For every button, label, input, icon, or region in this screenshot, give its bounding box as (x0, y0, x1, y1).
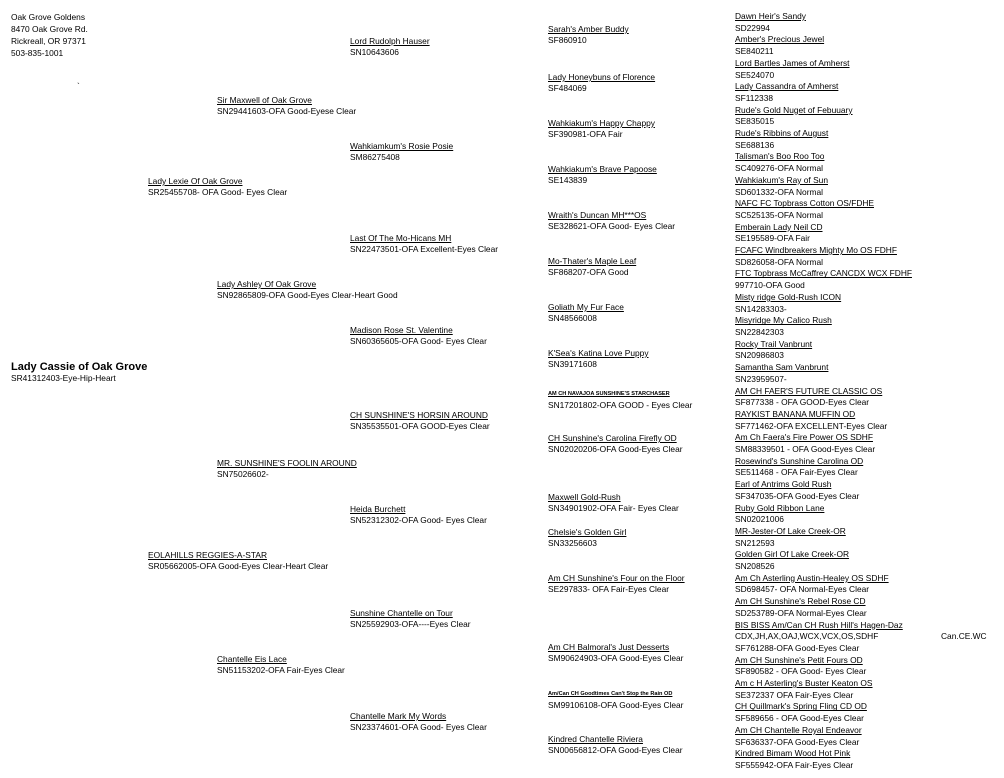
pedigree-name[interactable]: RAYKIST BANANA MUFFIN OD (735, 408, 856, 419)
grandparent (217, 95, 356, 117)
pedigree-registration: SN212593 (735, 537, 775, 548)
pedigree-registration: SF868207-OFA Good (548, 267, 629, 277)
pedigree-registration: SN208526 (735, 561, 775, 572)
grandparent (217, 654, 345, 676)
gen4-ancestor (548, 164, 657, 186)
pedigree-registration: SD22994 (735, 22, 770, 33)
pedigree-registration: SN51153202-OFA Fair-Eyes Clear (217, 665, 345, 675)
pedigree-registration: SF771462-OFA EXCELLENT-Eyes Clear (735, 420, 888, 431)
pedigree-name[interactable]: Lady Ashley Of Oak Grove (217, 279, 317, 289)
pedigree-name[interactable]: Am Ch Asterling Austin-Healey OS SDHF (735, 572, 889, 583)
pedigree-registration: SN52312302-OFA Good- Eyes Clear (350, 515, 487, 525)
pedigree-registration: SN25592903-OFA----Eyes Clear (350, 619, 471, 629)
pedigree-name[interactable]: Kindred Bimam Wood Hot Pink (735, 748, 851, 759)
pedigree-registration: SD253789-OFA Normal-Eyes Clear (735, 607, 867, 618)
pedigree-name[interactable]: Am/Can CH Goodtimes Can't Stop the Rain OD (548, 691, 673, 697)
gen4-ancestor (548, 348, 649, 370)
pedigree-registration: SC525135-OFA Normal (735, 209, 823, 220)
subject-dog (11, 362, 147, 384)
pedigree-registration: SN75026602- (217, 469, 269, 479)
great-grandparent (350, 504, 487, 526)
pedigree-registration: SN22473501-OFA Excellent-Eyes Clear (350, 244, 499, 254)
gen4-ancestor (548, 433, 683, 455)
pedigree-registration: SN23959507- (735, 373, 787, 384)
pedigree-name[interactable]: Talisman's Boo Roo Too (735, 151, 825, 162)
pedigree-name[interactable]: MR. SUNSHINE'S FOOLIN AROUND (217, 458, 357, 468)
pedigree-registration: SN14283303- (735, 303, 787, 314)
pedigree-name[interactable]: Am CH Sunshine's Four on the Floor (548, 573, 685, 583)
pedigree-name[interactable]: Amber's Precious Jewel (735, 34, 825, 45)
pedigree-name[interactable]: Chelsie's Golden Girl (548, 527, 627, 537)
pedigree-name[interactable]: Kindred Chantelle Riviera (548, 734, 643, 744)
gen4-ancestor (548, 573, 685, 595)
pedigree-registration: SF589656 - OFA Good-Eyes Clear (735, 713, 864, 724)
pedigree-registration: SN60365605-OFA Good- Eyes Clear (350, 336, 487, 346)
grandparent (217, 279, 398, 301)
great-grandparent (350, 36, 430, 58)
pedigree-registration: SE524070 (735, 69, 775, 80)
pedigree-registration: SN29441603-OFA Good-Eyese Clear (217, 106, 357, 116)
title-suffix: Can.CE.WC (941, 631, 987, 641)
pedigree-name[interactable]: Golden Girl Of Lake Creek-OR (735, 549, 850, 560)
pedigree-name[interactable]: Dawn Heir's Sandy (735, 11, 806, 21)
pedigree-registration: SE372337 OFA Fair-Eyes Clear (735, 689, 854, 700)
subject-dog-name: Lady Cassie of Oak Grove (11, 361, 148, 373)
pedigree-name[interactable]: Rosewind's Sunshine Carolina OD (735, 455, 864, 466)
pedigree-name[interactable]: Rude's Gold Nuget of Febuuary (735, 104, 853, 115)
gen4-ancestor (548, 118, 655, 140)
great-grandparent (350, 233, 498, 255)
pedigree-name[interactable]: EOLAHILLS REGGIES-A-STAR (148, 550, 267, 560)
parent-dam (148, 176, 287, 198)
gen4-ancestor (548, 734, 683, 756)
pedigree-registration: SE328621-OFA Good- Eyes Clear (548, 221, 676, 231)
pedigree-name[interactable]: MR-Jester-Of Lake Creek-OR (735, 525, 846, 536)
pedigree-name[interactable]: Maxwell Gold-Rush (548, 492, 621, 502)
pedigree-registration: SF390981-OFA Fair (548, 129, 623, 139)
gen4-ancestor (548, 389, 692, 411)
pedigree-registration: SM99106108-OFA Good-Eyes Clear (548, 700, 684, 710)
gen4-ancestor (548, 210, 675, 232)
pedigree-registration: SF860910 (548, 35, 587, 45)
pedigree-name[interactable]: NAFC FC Topbrass Cotton OS/FDHE (735, 198, 874, 209)
pedigree-name[interactable]: Am CH Sunshine's Petit Fours OD (735, 654, 863, 665)
pedigree-registration: CDX,JH,AX,OAJ,WCX,VCX,OS,SDHF (735, 631, 879, 642)
gen4-ancestor (548, 24, 629, 46)
pedigree-name[interactable]: Sir Maxwell of Oak Grove (217, 95, 312, 105)
pedigree-name[interactable]: Emberain Lady Neil CD (735, 221, 823, 232)
pedigree-name[interactable]: Chantelle Eis Lace (217, 654, 287, 664)
kennel-info (11, 11, 88, 59)
gen4-ancestor (548, 256, 636, 278)
pedigree-registration: SE688136 (735, 139, 775, 150)
pedigree-registration: SE511468 - OFA Fair-Eyes Clear (735, 467, 858, 478)
pedigree-name[interactable]: Wahkiakum's Brave Papoose (548, 164, 657, 174)
pedigree-name[interactable]: Lord Rudolph Hauser (350, 36, 430, 46)
pedigree-registration: SN35535501-OFA GOOD-Eyes Clear (350, 421, 490, 431)
kennel-address: 8470 Oak Grove Rd. (11, 24, 88, 34)
great-grandparent (350, 410, 490, 432)
gen4-ancestor (548, 689, 683, 711)
pedigree-name[interactable]: Samantha Sam Vanbrunt (735, 362, 829, 373)
pedigree-name[interactable]: Madison Rose St. Valentine (350, 325, 453, 335)
pedigree-registration: SD698457- OFA Normal-Eyes Clear (735, 584, 870, 595)
pedigree-registration: SR25455708- OFA Good- Eyes Clear (148, 187, 288, 197)
pedigree-name[interactable]: Ruby Gold Ribbon Lane (735, 502, 825, 513)
pedigree-registration: SF636337-OFA Good-Eyes Clear (735, 736, 860, 747)
pedigree-name[interactable]: Last Of The Mo-Hicans MH (350, 233, 452, 243)
pedigree-registration: SF555942-OFA Fair-Eyes Clear (735, 760, 854, 770)
pedigree-name[interactable]: Misty ridge Gold-Rush ICON (735, 291, 842, 302)
pedigree-name[interactable]: Rude's Ribbins of August (735, 128, 829, 139)
pedigree-name[interactable]: Am CH Chantelle Royal Endeavor (735, 724, 862, 735)
pedigree-name[interactable]: Wahkiamkum's Rosie Posie (350, 141, 454, 151)
pedigree-name[interactable]: K'Sea's Katina Love Puppy (548, 348, 649, 358)
subject-dog-registration: SR41312403-Eye-Hip-Heart (11, 373, 116, 383)
pedigree-name[interactable]: AM CH NAVAJOA SUNSHINE'S STARCHASER (548, 391, 670, 397)
gen4-ancestor (548, 302, 624, 324)
pedigree-name[interactable]: Sarah's Amber Buddy (548, 24, 629, 34)
pedigree-registration: SN02021006 (735, 514, 784, 525)
parent-sire (148, 550, 328, 572)
pedigree-registration: 997710-OFA Good (735, 280, 805, 291)
great-grandparent (350, 325, 487, 347)
pedigree-name[interactable]: Am c H Asterling's Buster Keaton OS (735, 678, 873, 689)
pedigree-registration: SR05662005-OFA Good-Eyes Clear-Heart Clear (148, 561, 329, 571)
pedigree-registration: SN02020206-OFA Good-Eyes Clear (548, 444, 683, 454)
pedigree-name[interactable]: Am CH Balmoral's Just Desserts (548, 642, 670, 652)
pedigree-registration: SN23374601-OFA Good- Eyes Clear (350, 722, 487, 732)
pedigree-registration: SF761288-OFA Good-Eyes Clear (735, 642, 860, 653)
pedigree-registration: SM88339501 - OFA Good-Eyes Clear (735, 444, 876, 455)
pedigree-name[interactable]: Wraith's Duncan MH***OS (548, 210, 647, 220)
pedigree-name[interactable]: Am Ch Faera's Fire Power OS SDHF (735, 432, 873, 443)
stray-mark: ` (77, 81, 80, 91)
pedigree-name[interactable]: FTC Topbrass McCaffrey CANCDX WCX FDHF (735, 268, 912, 279)
pedigree-name[interactable]: Sunshine Chantelle on Tour (350, 608, 453, 618)
pedigree-name[interactable]: Mo-Thater's Maple Leaf (548, 256, 637, 266)
pedigree-registration: SN10643606 (350, 47, 399, 57)
pedigree-name[interactable]: FCAFC Windbreakers Mighty Mo OS FDHF (735, 245, 897, 256)
pedigree-registration: SD826058-OFA Normal (735, 256, 823, 267)
gen5-column (735, 11, 912, 772)
pedigree-name[interactable]: Lady Cassandra of Amherst (735, 81, 839, 92)
pedigree-name[interactable]: CH SUNSHINE'S HORSIN AROUND (350, 410, 488, 420)
great-grandparent (350, 711, 487, 733)
pedigree-name[interactable]: Misyridge My Calico Rush (735, 315, 832, 326)
gen4-ancestor (548, 72, 655, 94)
pedigree-name[interactable]: Rocky Trail Vanbrunt (735, 338, 813, 349)
pedigree-name[interactable]: Wahkiakum's Happy Chappy (548, 118, 655, 128)
pedigree-name[interactable]: Am CH Sunshine's Rebel Rose CD (735, 596, 866, 607)
pedigree-name[interactable]: Lord Bartles James of Amherst (735, 57, 850, 68)
gen4-ancestor (548, 492, 679, 514)
pedigree-registration: SN20986803 (735, 350, 784, 361)
pedigree-registration: SC409276-OFA Normal (735, 163, 823, 174)
gen4-ancestor (548, 642, 683, 664)
kennel-city: Rickreall, OR 97371 (11, 36, 86, 46)
great-grandparent (350, 608, 471, 630)
pedigree-registration: SF112338 (735, 92, 774, 103)
pedigree-registration: SN39171608 (548, 359, 597, 369)
great-grandparent (350, 141, 453, 163)
pedigree-name[interactable]: Lady Lexie Of Oak Grove (148, 176, 243, 186)
pedigree-registration: SE835015 (735, 116, 775, 127)
pedigree-registration: SF890582 - OFA Good- Eyes Clear (735, 666, 867, 677)
pedigree-registration: SF877338 - OFA GOOD-Eyes Clear (735, 397, 870, 408)
pedigree-registration: SE297833- OFA Fair-Eyes Clear (548, 584, 670, 594)
pedigree-registration: SF347035-OFA Good-Eyes Clear (735, 490, 860, 501)
pedigree-registration: SE143839 (548, 175, 588, 185)
pedigree-registration: SN00656812-OFA Good-Eyes Clear (548, 745, 683, 755)
grandparent (217, 458, 357, 480)
pedigree-name[interactable]: Earl of Antrims Gold Rush (735, 479, 832, 490)
kennel-phone: 503-835-1001 (11, 48, 64, 58)
pedigree-name[interactable]: Wahkiakum's Ray of Sun (735, 174, 828, 185)
pedigree-registration: SN92865809-OFA Good-Eyes Clear-Heart Good (217, 290, 398, 300)
pedigree-registration: SN33256603 (548, 538, 597, 548)
pedigree-registration: SE840211 (735, 46, 774, 57)
pedigree-registration: SN22842303 (735, 326, 784, 337)
pedigree-registration: SF484069 (548, 83, 587, 93)
pedigree-name[interactable]: CH Sunshine's Carolina Firefly OD (548, 433, 677, 443)
pedigree-name[interactable]: Chantelle Mark My Words (350, 711, 447, 721)
pedigree-registration: SN17201802-OFA GOOD - Eyes Clear (548, 400, 693, 410)
pedigree-registration: SE195589-OFA Fair (735, 233, 810, 244)
pedigree-registration: SD601332-OFA Normal (735, 186, 823, 197)
pedigree-registration: SM86275408 (350, 152, 400, 162)
pedigree-registration: SN34901902-OFA Fair- Eyes Clear (548, 503, 679, 513)
pedigree-name[interactable]: Heida Burchett (350, 504, 406, 514)
kennel-name: Oak Grove Goldens (11, 12, 86, 22)
pedigree-registration: SM90624903-OFA Good-Eyes Clear (548, 653, 684, 663)
pedigree-name[interactable]: CH Quillmark's Spring Fling CD OD (735, 701, 867, 712)
pedigree-name[interactable]: Goliath My Fur Face (548, 302, 624, 312)
gen4-ancestor (548, 527, 626, 549)
pedigree-registration: SN48566008 (548, 313, 597, 323)
pedigree-name[interactable]: AM CH FAER'S FUTURE CLASSIC OS (735, 385, 883, 396)
pedigree-name[interactable]: Lady Honeybuns of Florence (548, 72, 656, 82)
pedigree-name[interactable]: BIS BISS Am/Can CH Rush Hill's Hagen-Daz (735, 619, 903, 630)
